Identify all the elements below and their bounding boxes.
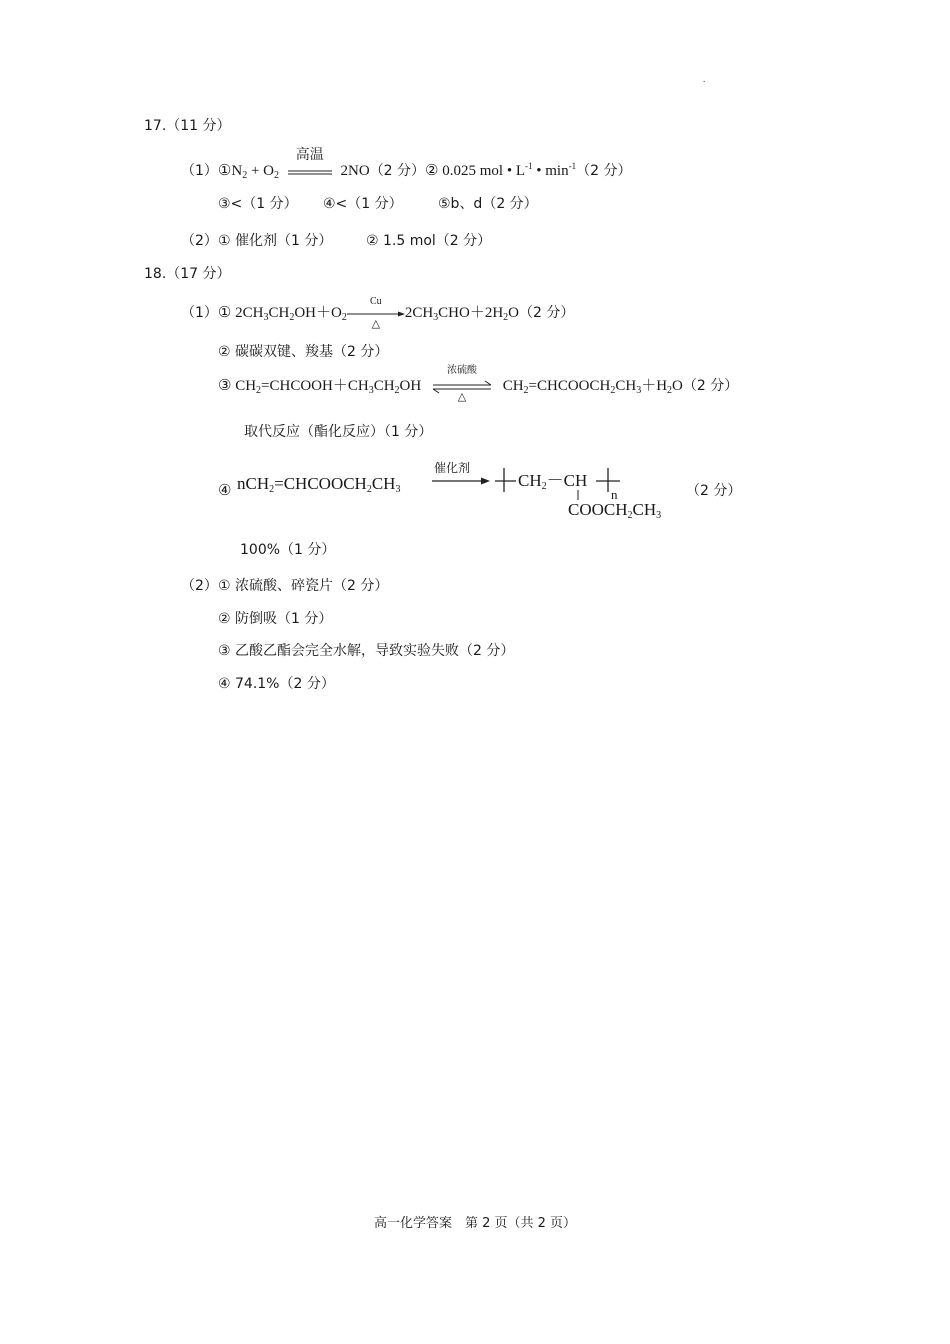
q18-item4-yield: 100%（1 分）	[240, 542, 336, 558]
q18-item4-monomer: $nCH_2=CHCOOCH_2CH_3$	[237, 474, 401, 495]
q18-header: 18.（17 分）	[144, 266, 231, 282]
q17-eq-condition-arrow	[287, 146, 333, 182]
q18-item1-score: （2 分）	[519, 305, 575, 321]
q17-eq-condition: 高温	[295, 146, 324, 163]
q18-part2-item3: ③ 乙酸乙酯会完全水解，导致实验失败（2 分）	[218, 643, 515, 659]
q17-item1-mark: ①	[217, 163, 232, 179]
q18-item3-line	[218, 364, 739, 403]
q17-part2-label: （2）	[181, 233, 218, 249]
q17-item2-mid: • min	[532, 163, 569, 179]
q18-item4-n: n	[237, 474, 246, 493]
q18-item4-mark: ④	[218, 483, 232, 499]
q18-item4-condition: 催化剂	[434, 461, 471, 475]
q18-item1-reactants: $2CH_3CH_2OH+O_2$	[235, 305, 347, 323]
q18-item3-arrow	[431, 364, 493, 403]
q17-item1-score: （2 分）	[369, 163, 426, 179]
q18-item3-mark: ③	[218, 378, 232, 394]
q18-item1-cond-bottom: △	[371, 317, 381, 330]
q17-item2-value	[442, 163, 576, 179]
q17-part1-label: （1）	[181, 163, 218, 179]
q18-part2-item2: ② 防倒吸（1 分）	[218, 611, 333, 627]
right-arrow-icon	[432, 474, 490, 488]
q18-item1-line	[181, 295, 575, 330]
q17-item5: ⑤b、d（2 分）	[438, 196, 538, 212]
q17-part2-item2: ② 1.5 mol（2 分）	[366, 233, 492, 249]
q17-item4: ④<（1 分）	[323, 196, 403, 212]
q18-item3-products: $CH_2=CHCOOCH_2CH_3+H_2O$	[502, 378, 683, 396]
q18-item1-products: $2CH_3CHO+2H_2O$	[404, 305, 520, 323]
q18-item3-score: （2 分）	[682, 378, 739, 394]
q17-item2-value-text: 0.025 mol • L	[442, 163, 525, 179]
q17-item2-exp1: -1	[525, 161, 533, 171]
q18-item4-polymer-n: n	[611, 487, 618, 502]
q18-item3-cond-bottom: △	[457, 390, 467, 403]
q17-eq-right: 2NO	[340, 163, 370, 179]
q18-item2: ② 碳碳双键、羧基（2 分）	[218, 344, 389, 360]
q17-part1-line1	[181, 146, 632, 182]
q17-eq-left: $N_2 + O_2$	[231, 163, 280, 181]
q18-item4-polymer-chain: $CH_2-CH$	[518, 471, 588, 492]
q18-item3-cond-top: 浓硫酸	[446, 364, 477, 376]
q18-item3-reaction-type: 取代反应（酯化反应）（1 分）	[244, 424, 433, 440]
q18-item1-arrow	[347, 295, 405, 330]
q17-item3: ③<（1 分）	[218, 196, 298, 212]
q17-header: 17.（11 分）	[144, 118, 231, 134]
q18-item1-mark: ①	[217, 305, 232, 321]
q17-part2-item1: ① 催化剂（1 分）	[218, 233, 333, 249]
polymer-bracket-right-icon	[594, 466, 624, 494]
q18-part2-item1: ① 浓硫酸、碎瓷片（2 分）	[218, 578, 389, 594]
q18-part2-item4: ④ 74.1%（2 分）	[218, 676, 335, 692]
q17-item2-mark: ②	[425, 163, 439, 179]
q17-item2-score: （2 分）	[576, 163, 632, 179]
q18-item4-side-group: $COOCH_2CH_3$	[568, 500, 662, 521]
corner-mark: .	[703, 74, 706, 84]
page-footer: 高一化学答案 第 2 页（共 2 页）	[373, 1216, 577, 1231]
q18-item3-reactants: $CH_2=CHCOOH+CH_3CH_2OH$	[235, 378, 422, 396]
q17-item2-exp2: -1	[568, 161, 577, 171]
q18-item1-cond-top: Cu	[369, 295, 382, 307]
q18-part1-label: （1）	[181, 305, 218, 321]
q18-item4-score: （2 分）	[686, 483, 742, 499]
double-line-icon	[287, 162, 333, 182]
q18-part2-label: （2）	[181, 578, 218, 594]
